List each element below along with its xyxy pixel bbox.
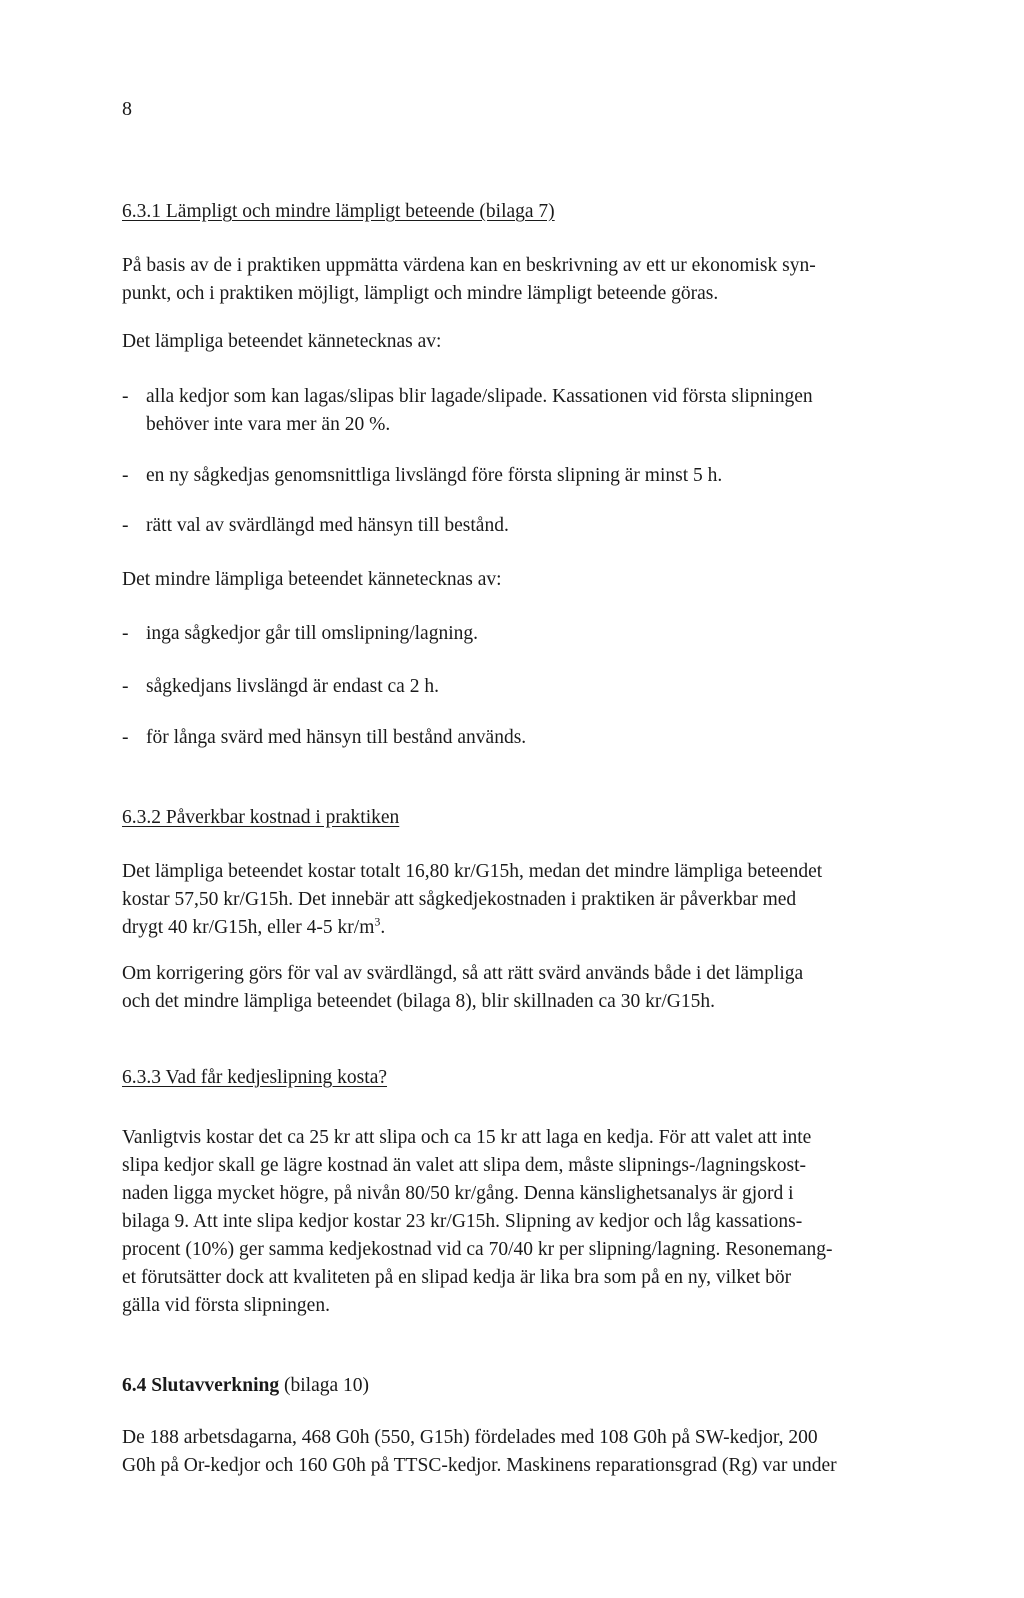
list-item-line: sågkedjans livslängd är endast ca 2 h. — [146, 676, 439, 697]
text-line: bilaga 9. Att inte slipa kedjor kostar 23 kr/G15h. Slipning av kedjor och låg kassations- — [122, 1211, 803, 1232]
appropriate-behavior-title: Det lämpliga beteendet kännetecknas av: — [122, 331, 442, 352]
list-item — [122, 620, 982, 648]
text-line: G0h på Or-kedjor och 160 G0h på TTSC-kedjor. Maskinens reparationsgrad (Rg) var under — [122, 1455, 837, 1476]
list-item-line: alla kedjor som kan lagas/slipas blir lagade/slipade. Kassationen vid första slipningen — [146, 386, 813, 407]
list-item — [122, 724, 982, 752]
paragraph-cost — [122, 858, 982, 942]
text-line: procent (10%) ger samma kedjekostnad vid ca 70/40 kr per slipning/lagning. Resonemang- — [122, 1239, 833, 1260]
paragraph-intro — [122, 252, 982, 308]
text-line: De 188 arbetsdagarna, 468 G0h (550, G15h) fördelades med 108 G0h på SW-kedjor, 200 — [122, 1427, 818, 1448]
list-dash: - — [122, 515, 129, 536]
text-line: punkt, och i praktiken möjligt, lämpligt och mindre lämpligt beteende göras. — [122, 283, 719, 304]
list-dash: - — [122, 623, 129, 644]
list-dash: - — [122, 676, 129, 697]
list-item-line: rätt val av svärdlängd med hänsyn till bestånd. — [146, 515, 509, 536]
text-line: Om korrigering görs för val av svärdlängd, så att rätt svärd används både i det lämpliga — [122, 963, 804, 984]
list-dash: - — [122, 386, 129, 407]
text-line: naden ligga mycket högre, på nivån 80/50 kr/gång. Denna känslighetsanalys är gjord i — [122, 1183, 794, 1204]
list-dash: - — [122, 727, 129, 748]
text-line: et förutsätter dock att kvaliteten på en slipad kedja är lika bra som på en ny, vilket bör — [122, 1267, 792, 1288]
text-fragment: . — [380, 917, 386, 938]
list-item-line: för långa svärd med hänsyn till bestånd används. — [146, 727, 527, 748]
list-dash: - — [122, 465, 129, 486]
list-item-line: behöver inte vara mer än 20 %. — [146, 414, 391, 435]
list-item — [122, 462, 982, 490]
section-heading-6-3-3: 6.3.3 Vad får kedjeslipning kosta? — [122, 1067, 388, 1088]
text-line: kostar 57,50 kr/G15h. Det innebär att sågkedjekostnaden i praktiken är påverkbar med — [122, 889, 797, 910]
text-line: gälla vid första slipningen. — [122, 1295, 330, 1316]
list-item-line: inga sågkedjor går till omslipning/lagning. — [146, 623, 478, 644]
text-line: slipa kedjor skall ge lägre kostnad än valet att slipa dem, måste slipnings-/lagningskost- — [122, 1155, 806, 1176]
section-heading-6-3-1: 6.3.1 Lämpligt och mindre lämpligt beteende (bilaga 7) — [122, 201, 555, 222]
list-item-line: en ny sågkedjas genomsnittliga livslängd före första slipning är minst 5 h. — [146, 465, 723, 486]
superscript: 3 — [374, 914, 381, 929]
paragraph-correction — [122, 960, 982, 1016]
heading-bold: 6.4 Slutavverkning — [122, 1375, 280, 1396]
paragraph-final-felling — [122, 1424, 982, 1480]
text-line: Vanligtvis kostar det ca 25 kr att slipa och ca 15 kr att laga en kedja. För att valet att inte — [122, 1127, 812, 1148]
page-number: 8 — [122, 98, 132, 120]
heading-rest: (bilaga 10) — [279, 1375, 370, 1396]
text-line — [122, 914, 982, 942]
paragraph-sharpening-cost — [122, 1124, 982, 1320]
text-fragment: drygt 40 kr/G15h, eller 4-5 kr/m — [122, 917, 375, 938]
list-item — [122, 512, 982, 540]
list-item — [122, 673, 982, 701]
text-line: Det lämpliga beteendet kostar totalt 16,80 kr/G15h, medan det mindre lämpliga beteendet — [122, 861, 823, 882]
section-heading-6-4 — [122, 1372, 982, 1400]
section-heading-6-3-2: 6.3.2 Påverkbar kostnad i praktiken — [122, 807, 400, 828]
less-appropriate-behavior-title: Det mindre lämpliga beteendet kännetecknas av: — [122, 569, 502, 590]
text-line: På basis av de i praktiken uppmätta värdena kan en beskrivning av ett ur ekonomisk syn- — [122, 255, 816, 276]
list-item — [122, 383, 982, 439]
text-line: och det mindre lämpliga beteendet (bilaga 8), blir skillnaden ca 30 kr/G15h. — [122, 991, 715, 1012]
